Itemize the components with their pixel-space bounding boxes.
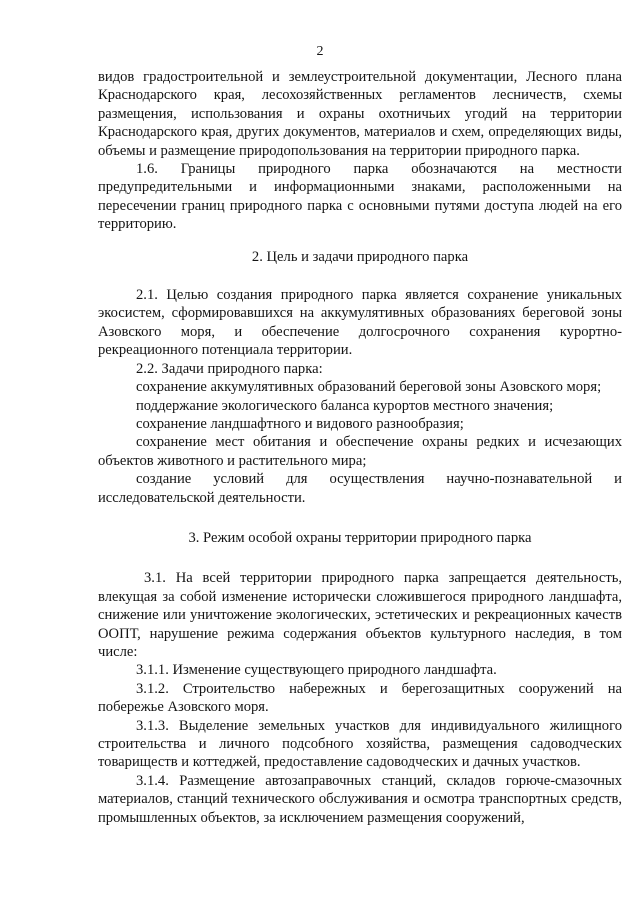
paragraph-3-1-4: 3.1.4. Размещение автозаправочных станций, складов горюче-смазочных материалов, станций технического обслуживания и осмотра транспортных средств, промышленных объектов, за исключением размещения сооружений, xyxy=(98,772,622,826)
paragraph-2-1: 2.1. Целью создания природного парка является сохранение уникальных экосистем, сформировавшихся на аккумулятивных образованиях береговой зоны Азовского моря, и обеспечение долгосрочного сохранения курортно-рекреационного потенциала территории. xyxy=(98,287,622,359)
paragraph-3-1-2: 3.1.2. Строительство набережных и берегозащитных сооружений на побережье Азовского моря. xyxy=(98,680,622,716)
section-2-heading: 2. Цель и задачи природного парка xyxy=(251,248,469,265)
task-item: поддержание экологического баланса курортов местного значения; xyxy=(136,397,554,414)
task-item: сохранение ландшафтного и видового разнообразия; xyxy=(136,415,464,432)
paragraph-3-1-1: 3.1.1. Изменение существующего природного ландшафта. xyxy=(136,662,497,679)
task-item: сохранение мест обитания и обеспечение охраны редких и исчезающих объектов животного и растительного мира; xyxy=(98,434,622,469)
document-body xyxy=(98,68,622,827)
paragraph-2-2: 2.2. Задачи природного парка: xyxy=(136,360,323,377)
task-item: создание условий для осуществления научно-познавательной и исследовательской деятельности. xyxy=(98,471,622,506)
paragraph-1-6: 1.6. Границы природного парка обозначаются на местности предупредительными и информационными знаками, расположенными на пересечении границ природного парка с основными путями доступа людей на его территорию. xyxy=(98,161,622,233)
paragraph-continuation: видов градостроительной и землеустроительной документации, Лесного плана Краснодарского края, лесохозяйственных регламентов лесничеств, схемы размещения, использования и охраны охотничьих угодий на территории Краснодарского края, других документов, материалов и схем, определяющих виды, объемы и размещение природопользования на территории природного парка. xyxy=(98,69,622,159)
paragraph-3-1-3: 3.1.3. Выделение земельных участков для индивидуального жилищного строительства и личного подсобного хозяйства, размещения садоводческих товариществ и коттеджей, предоставление садоводческих и дачных участков. xyxy=(98,717,622,771)
section-3-heading: 3. Режим особой охраны территории природного парка xyxy=(188,529,532,546)
task-item: сохранение аккумулятивных образований береговой зоны Азовского моря; xyxy=(136,379,602,396)
paragraph-3-1: 3.1. На всей территории природного парка запрещается деятельность, влекущая за собой изменение исторически сложившегося природного ландшафта, снижение или уничтожение экологических, эстетических и рекреационных качеств ООПТ, нарушение режима содержания объектов культурного наследия, в том числе: xyxy=(98,570,622,660)
page-number: 2 xyxy=(316,44,324,59)
